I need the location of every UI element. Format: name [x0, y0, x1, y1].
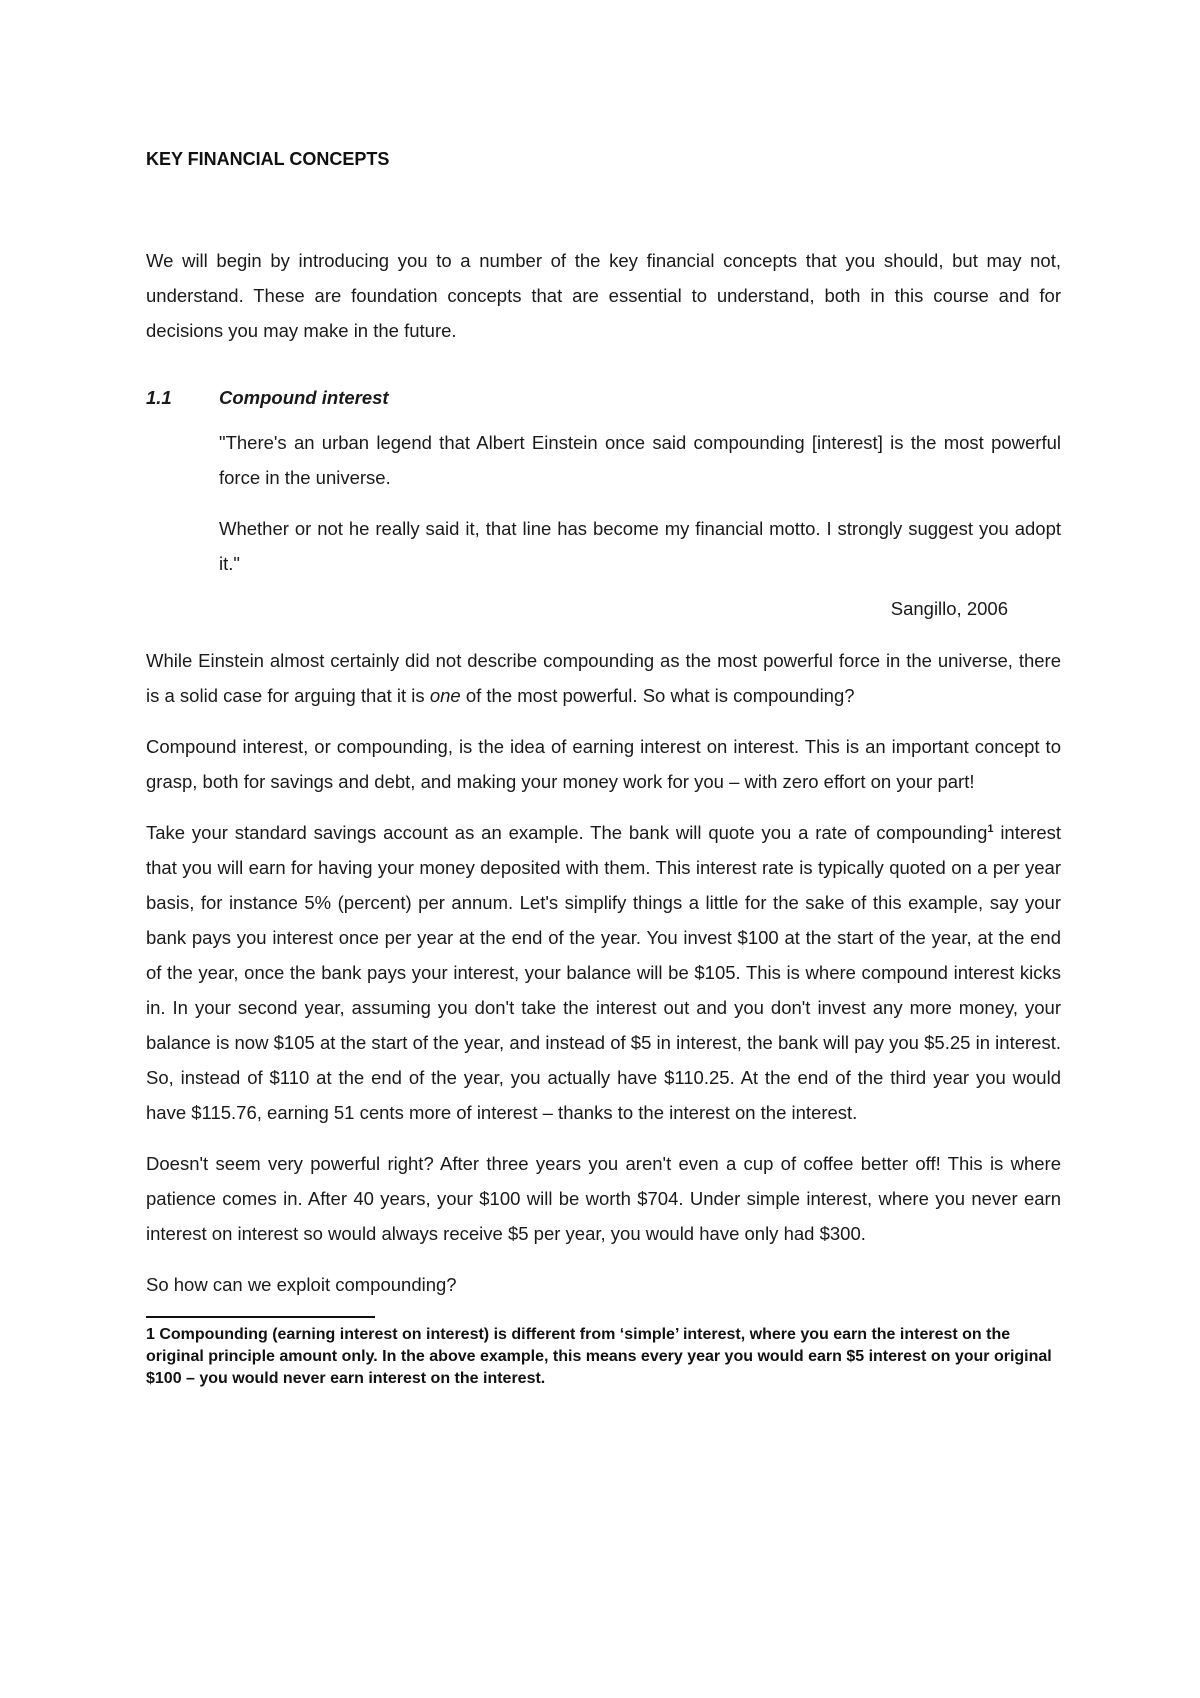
emphasis-one: one: [429, 685, 461, 706]
example-paragraph-end: interest that you will earn for having your money deposited with them. This interest rate is typically quoted on a per year basis, for instance 5% (percent) per annum. Let's simplify things a little for the sake of this example, say your bank pays you interest once per year at the end of the year. You invest $100 at the start of the year, at the end of the year, once the bank pays your interest, your balance will be $105. This is where compound interest kicks in. In your second year, assuming you don't take the interest out and you don't invest any more money, your balance is now $105 at the start of the year, and instead of $5 in interest, the bank will pay you $5.25 in interest. So, instead of $110 at the end of the year, you actually have $110.25. At the end of the third year you would have $115.76, earning 51 cents more of interest – thanks to the interest on the interest.: [146, 822, 1061, 1123]
footnote-separator: [146, 1316, 375, 1318]
einstein-paragraph: [146, 643, 1061, 713]
question-paragraph: So how can we exploit compounding?: [146, 1274, 457, 1295]
quote-paragraph-1: "There's an urban legend that Albert Einstein once said compounding [interest] is the most powerful force in the universe.: [219, 432, 1061, 488]
document-title: KEY FINANCIAL CONCEPTS: [146, 149, 390, 169]
block-quote: [219, 425, 1061, 581]
einstein-paragraph-start: While Einstein almost certainly did not describe compounding as the most powerful force in the universe, there is a solid case for arguing that it is: [146, 650, 1061, 706]
example-paragraph: [146, 815, 1061, 1130]
definition-paragraph: Compound interest, or compounding, is the idea of earning interest on interest. This is an important concept to grasp, both for savings and debt, and making your money work for you – with zero effort on your part!: [146, 736, 1061, 792]
section-number: 1.1: [146, 387, 172, 408]
einstein-paragraph-end: of the most powerful. So what is compounding?: [460, 685, 855, 706]
footnote-text: 1 Compounding (earning interest on interest) is different from ‘simple’ interest, where you earn the interest on the original principle amount only. In the above example, this means every year you would earn $5 interest on your original $100 – you would never earn interest on the interest.: [146, 1326, 1052, 1387]
patience-paragraph: Doesn't seem very powerful right? After three years you aren't even a cup of coffee better off! This is where patience comes in. After 40 years, your $100 will be worth $704. Under simple interest, where you never earn interest on interest so would always receive $5 per year, you would have only had $300.: [146, 1153, 1061, 1244]
section-heading: [146, 386, 1061, 410]
page-content: [146, 147, 1061, 1390]
quote-paragraph-2: Whether or not he really said it, that line has become my financial motto. I strongly suggest you adopt it.": [219, 518, 1061, 574]
footnote-reference[interactable]: 1: [987, 822, 994, 835]
example-paragraph-start: Take your standard savings account as an example. The bank will quote you a rate of compounding: [146, 822, 988, 843]
intro-paragraph: We will begin by introducing you to a number of the key financial concepts that you should, but may not, understand. These are foundation concepts that are essential to understand, both in this course and for decisions you may make in the future.: [146, 250, 1061, 341]
quote-attribution: Sangillo, 2006: [890, 598, 1008, 619]
section-title: Compound interest: [219, 387, 389, 408]
